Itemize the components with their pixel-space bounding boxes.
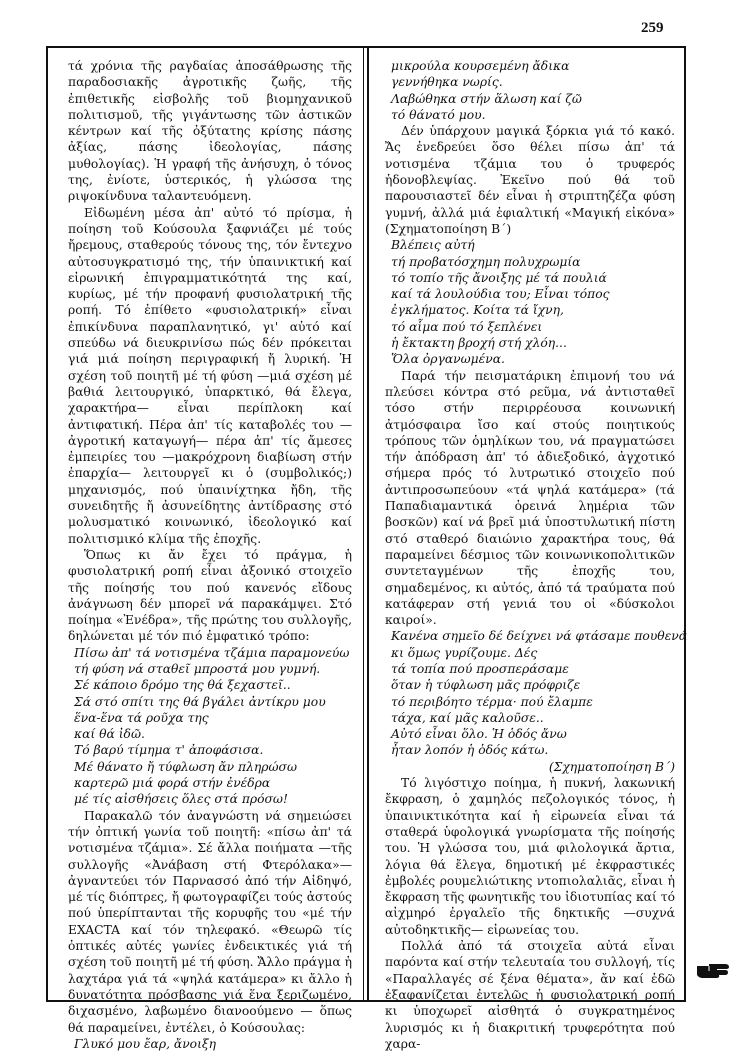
verse-line: Αὐτό εἶναι ὅλο. Ἡ ὁδός ἄνω — [391, 727, 567, 742]
verse-line: καί τά λουλούδια του; Εἶναι τόπος — [391, 287, 610, 302]
paragraph: Εἰδωμένη μέσα ἀπ' αὐτό τό πρίσμα, ἡ ποίηση τοῦ Κούσουλα ξαφνιάζει μέ τούς ἤρεμους, σταθερούς τόνους της, τόν ἔντεχνο αὐτοσυγκρατισμό της, τήν ὑπαινικτική καί εἰρωνική ἐπιγραμματικότητά της καί, κυρίως, μέ τήν προφανή φυσιολατρική τῆς ροπή. Τό ἐπίθετο «φυσιολατρική» εἶναι ἐπικίνδυνα παραπλανητικό, γι' αὐτό καί σπεύδω νά διευκρινίσω πώς δέν πρόκειται γιά μιά ποίηση περιγραφική ἤ λυρική. Ἡ σχέση τοῦ ποιητῆ μέ τή φύση —μιά σχέση μέ βαθιά λειτουργικό, ὑπαρκτικό, θά ἔλεγα, χαρακτήρα— εἶναι περίπλοκη καί ἀντιφατική. Πέρα ἀπ' τίς καταβολές του —ἀγροτική καταγωγή— πέρα ἀπ' τίς ἄμεσες ἐμπειρίες του —μακρόχρονη διαβίωση στήν ἐπαρχία— λειτουργεῖ κι ὁ (συμβολικός;) μηχανισμός, πού ὑπαινίχτηκα ἤδη, τῆς συνειδητῆς ἤ ἀσυνείδητης ἀντίδρασης στό μολυσματικό κοινωνικό, ἰδεολογικό καί πολιτισμικό κλίμα τῆς ἐποχῆς. — [68, 205, 352, 546]
verse-line: Λαβώθηκα στήν ἅλωση καί ζῶ — [391, 91, 582, 106]
verse-line: μικρούλα κουρσεμένη ἄδικα — [391, 59, 570, 73]
verse-line: ἦταν λοπόν ἡ ὁδός κάτω. — [391, 743, 549, 758]
verse-line: ἡ ἔκτακτη βροχή στή χλόη... — [391, 336, 567, 351]
poem-excerpt — [391, 628, 688, 758]
paragraph: Πολλά ἀπό τά στοιχεῖα αὐτά εἶναι παρόντα καί στήν τελευταία του συλλογή, τίς «Παραλλαγές σέ ξένα θέματα», ἄν καί ἐδῶ ἐξαφανίζεται ἐντελῶς ἡ φυσιολατρική ροπή κι ὑποχωρεῖ αἰσθητά ὁ συγκρατημένος λυρισμός κι ἡ διακριτική τρυφερότητα πού χαρα- — [385, 939, 675, 1051]
paragraph: Ὅπως κι ἄν ἔχει τό πράγμα, ἡ φυσιολατρική ροπή εἶναι ἀξονικό στοιχεῖο τῆς ποίησής του πού κανενός εἴδους ἀνάγνωση δέν μπορεῖ νά παρακάμψει. Στό ποίημα «Ἐνέδρα», τῆς πρώτης του συλλογῆς, δηλώνεται μέ τόν πιό ἐμφατικό τρόπο: — [68, 547, 352, 644]
verse-line: τό τοπίο τῆς ἄνοιξης μέ τά πουλιά — [391, 270, 607, 285]
pointing-hand-icon — [695, 962, 731, 980]
paragraph: Παρακαλῶ τόν ἀναγνώστη νά σημειώσει τήν ὀπτική γωνία τοῦ ποιητῆ: «πίσω ἀπ' τά νοτισμένα τζάμια». Σέ ἄλλα ποιήματα —τῆς συλλογῆς «Ἀνάβαση στή Φτερόλακα»— ἀγναντεύει τόν Παρνασσό ἀπό τήν Αἰδηψό, μέ τίς διόπτρες, ἤ φωτογραφίζει τούς ἀστούς πού ὑπερίπτανται τῆς κορυφῆς του «μέ τήν EXACTA καί τόν τηλεφακό. «Θεωρῶ τίς ὀπτικές αὐτές γωνίες ἐνδεικτικές γιά τή σχέση τοῦ ποιητῆ μέ τή φύση. Ἄλλο πράγμα ἡ λαχτάρα γιά τά «ψηλά κατάμερα» κι ἄλλο ἡ δυνατότητα πρόσβασης γιά ἕνα ξεριζωμένο, διχασμένο, λαβωμένο διανοούμενο — ὅπως θά παραμείνει, ἐντέλει, ὁ Κούσουλας: — [68, 808, 352, 1035]
verse-line: Κανένα σημεῖο δέ δείχνει νά φτάσαμε πουθενά — [391, 629, 688, 644]
verse-line: τό αἷμα πού τό ξεπλένει — [391, 319, 543, 334]
verse-line: Γλυκό μου ἔαρ, ἄνοιξη — [74, 1036, 217, 1051]
paragraph: τά χρόνια τῆς ραγδαίας ἀποσάθρωσης τῆς παραδοσιακῆς ἀγροτικῆς ζωῆς, τῆς ἐπιθετικῆς εἰσβολῆς τοῦ βιομηχανικοῦ πολιτισμοῦ, τῆς γιγάντωσης τῶν ἀστικῶν κέντρων καί τῆς ὀξύτατης κρίσης πάσης ἀξίας, πάσης ἰδεολογίας, πάσης μυθολογίας). Ἡ γραφή τῆς ἀνήσυχη, ὁ τόνος της, ἐνίοτε, ὑστερικός, ἡ γλώσσα της ριψοκίνδυνα ταλαντευόμενη. — [68, 59, 352, 204]
left-column — [68, 58, 352, 1052]
paragraph: Τό λιγόστιχο ποίημα, ἡ πυκνή, λακωνική ἔκφραση, ὁ χαμηλός πεζολογικός τόνος, ἡ ὑπαινικτικότητα καί ἡ εἰρωνεία εἶναι τά σταθερά ὑφολογικά γνωρίσματα τῆς ποίησής του. Ἡ γλώσσα του, μιά φιλολογικά ἄρτια, λόγια θά ἔλεγα, δημοτική μέ ἐκφραστικές ἐμβολές ρουμελιώτικης ντοπιολαλιᾶς, εἶναι ἡ ἔκφραση τῆς φωνητικῆς του ἰδιοτυπίας καί τό αἰχμηρό ἐργαλεῖο τῆς δηκτικῆς —συχνά αὐτοδηκτικῆς— εἰρωνείας του. — [385, 776, 675, 937]
verse-line: τό θάνατό μου. — [391, 107, 486, 122]
column-divider-inner — [368, 46, 369, 1002]
verse-line: Τό βαρύ τίμημα τ' ἀποφάσισα. — [74, 743, 264, 758]
verse-line: τάχα, καί μᾶς καλοῦσε.. — [391, 710, 544, 725]
verse-line: Ὅλα ὀργανωμένα. — [391, 352, 505, 367]
verse-line: κι ὅμως γυρίζουμε. Δές — [391, 645, 538, 660]
page-number: 259 — [641, 20, 664, 36]
verse-line: τά τοπία πού προσπεράσαμε — [391, 661, 569, 676]
verse-line: Σά στό σπίτι της θά βγάλει ἀντίκρυ μου — [74, 694, 326, 709]
verse-line: Πίσω ἀπ' τά νοτισμένα τζάμια παραμονεύω — [74, 645, 350, 660]
verse-line: Μέ θάνατο ἤ τύφλωση ἄν πληρώσω — [74, 759, 297, 774]
paragraph: Παρά τήν πεισματάρικη ἐπιμονή του νά πλεύσει κόντρα στό ρεῦμα, νά ἀντισταθεῖ τόσο στήν περιρρέουσα κοινωνική ἀτμόσφαιρα ἴσο καί στούς ποιητικούς τρόπους τῶν ὁμηλίκων του, νά πραγματώσει τήν ἀπόδραση ἀπ' τό ἀδιεξοδικό, ἀγχοτικό σήμερα πρός τό λυτρωτικό στοιχεῖο πού ἀντιπροσωπεύουν «τά ψηλά κατάμερα» (τά Παπαδιαμαντικά ὀρεινά λημέρια τῶν βοσκῶν) καί νά βρεῖ μιά ὑποστυλωτική πίστη στό σταθερό διαιώνιο χαρακτήρα τους, θά παραμείνει δέσμιος τῶν κοινωνικοπολιτικῶν συντεταγμένων τῆς ἐποχῆς του, σημαδεμένος, κι αὐτός, ἀπό τά τραύματα πού κατάφεραν στή γενιά του οἱ «δύσκολοι καιροί». — [385, 368, 675, 628]
poem-excerpt — [74, 1036, 352, 1052]
verse-line: γεννήθηκα νωρίς. — [391, 75, 503, 90]
verse-line: τή φύση νά σταθεῖ μπροστά μου γυμνή. — [74, 661, 321, 676]
verse-line: καί θά ἰδῶ. — [74, 727, 145, 742]
verse-line: Βλέπεις αὐτή — [391, 238, 475, 253]
verse-line: μέ τίς αἰσθήσεις ὅλες στά πρόσω! — [74, 792, 288, 807]
paragraph: Δέν ὑπάρχουν μαγικά ξόρκια γιά τό κακό. Ἄς ἐνεδρεύει ὅσο θέλει πίσω ἀπ' τά νοτισμένα τζάμια του ὁ τρυφερός ἡδονοβλεψίας. Ἐκεῖνο πού θά τοῦ παρουσιαστεῖ δέν εἶναι ἡ στριπτηζέζα φύση γυμνή, ἀλλά μιά ἐφιαλτική «Μαγική εἰκόνα» (Σχηματοποίηση Β΄) — [385, 124, 675, 236]
poem-excerpt — [391, 58, 675, 123]
verse-line: ὅταν ἡ τύφλωση μᾶς πρόφριζε — [391, 678, 581, 693]
poem-citation: (Σχηματοποίηση Β΄) — [548, 759, 675, 774]
verse-line: ἐγκλήματος. Κοίτα τά ἴχνη, — [391, 303, 564, 318]
poem-excerpt — [391, 237, 675, 367]
verse-line: τό περιβόητο τέρμα· πού ἔλαμπε — [391, 694, 593, 709]
poem-excerpt — [74, 645, 352, 808]
verse-line: καρτερῶ μιά φορά στήν ἐνέδρα — [74, 776, 271, 791]
verse-line: τή προβατόσχημη πολυχρωμία — [391, 254, 581, 269]
verse-line: ἕνα-ἕνα τά ροῦχα της — [74, 710, 209, 725]
column-divider — [363, 46, 364, 1002]
right-column — [385, 58, 688, 1052]
verse-line: Σέ κάποιο δρόμο της θά ξεχαστεῖ.. — [74, 678, 291, 693]
